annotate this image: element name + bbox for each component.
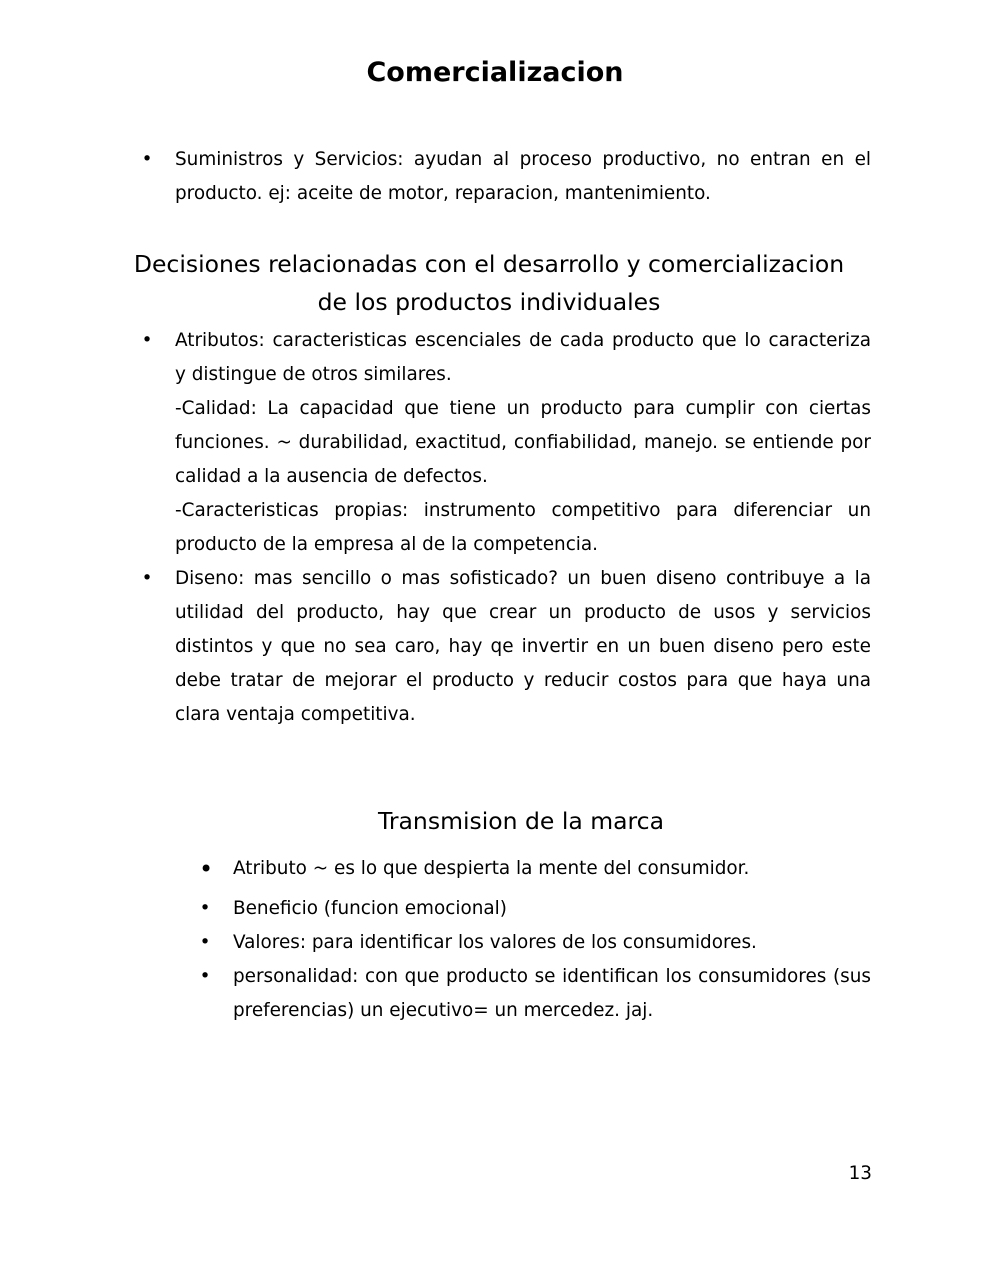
bullet-icon: • — [199, 898, 211, 919]
bullet-icon: • — [199, 966, 211, 987]
list-item-atributos — [141, 324, 871, 562]
intro-list — [141, 143, 871, 211]
list-item-text: Beneficio (funcion emocional) — [233, 898, 507, 919]
transmision-list — [199, 852, 871, 1028]
bullet-icon: • — [141, 568, 153, 589]
list-item-diseno — [141, 562, 871, 732]
list-item-text: Suministros y Servicios: ayudan al proceso productivo, no entran en el producto. ej: aceite de motor, reparacion, mantenimiento. — [175, 149, 871, 204]
list-item — [199, 960, 871, 1028]
list-item-text: Valores: para identificar los valores de los consumidores. — [233, 932, 757, 953]
list-item — [199, 892, 871, 926]
list-item-text: personalidad: con que producto se identifican los consumidores (sus preferencias) un ejecutivo= un mercedez. jaj. — [233, 966, 871, 1021]
list-item-subparagraph: -Caracteristicas propias: instrumento competitivo para diferenciar un producto de la empresa al de la competencia. — [175, 500, 871, 555]
bullet-icon: • — [141, 149, 153, 170]
decisiones-list — [141, 324, 871, 732]
list-item — [141, 143, 871, 211]
list-item-text: Atributo ~ es lo que despierta la mente del consumidor. — [233, 858, 750, 879]
list-item-text: Atributos: caracteristicas escenciales de cada producto que lo caracteriza y distingue de otros similares. — [175, 330, 871, 385]
section-heading-transmision: Transmision de la marca — [377, 807, 665, 835]
list-item-subparagraph: -Calidad: La capacidad que tiene un producto para cumplir con ciertas funciones. ~ durabilidad, exactitud, confiabilidad, manejo. se entiende por calidad a la ausencia de defectos. — [175, 398, 871, 487]
section-heading-decisiones: Decisiones relacionadas con el desarrollo y comercializacion de los productos individuales — [133, 250, 845, 316]
bullet-icon: • — [199, 932, 211, 953]
list-item-text: Diseno: mas sencillo o mas sofisticado? un buen diseno contribuye a la utilidad del producto, hay que crear un producto de usos y servicios distintos y que no sea caro, hay qe invertir en un buen diseno pero este debe tratar de mejorar el producto y reducir costos para que haya una clara ventaja competitiva. — [175, 568, 871, 725]
bullet-icon: • — [199, 855, 214, 883]
list-item — [199, 926, 871, 960]
page-number: 13 — [848, 1163, 872, 1184]
bullet-icon: • — [141, 330, 153, 351]
page-title: Comercializacion — [366, 57, 624, 88]
list-item — [199, 852, 871, 886]
